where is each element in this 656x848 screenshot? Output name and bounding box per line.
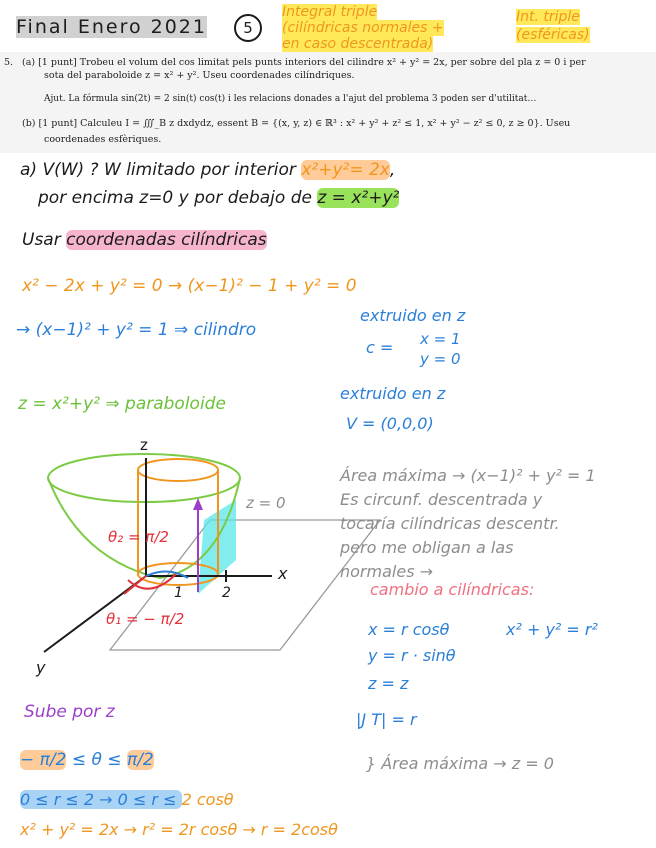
note-line5-y: y = 0: [420, 350, 461, 368]
hint-text: Ajut. La fórmula sin(2t) = 2 sin(t) cos(t) i les relacions donades a l'ajut del problema 3 poden ser d'utilitat…: [44, 94, 537, 104]
tag2-line2: (esféricas): [516, 27, 590, 43]
note-line5-x: x = 1: [420, 330, 461, 348]
fig-label-y: y: [36, 658, 46, 677]
theta1-label: θ₁ = − π/2: [106, 610, 185, 628]
part-b-line2: coordenades esfèriques.: [44, 134, 162, 145]
area-max-note: Área máxima → z = 0: [381, 754, 554, 773]
note-line6-extruded: extruido en z: [340, 384, 446, 403]
cylindrical-coords-highlight: coordenadas cilíndricas: [66, 230, 267, 250]
note-line3: Usar coordenadas cilíndricas: [22, 230, 267, 250]
tag1-line1: Integral triple: [282, 4, 378, 20]
fig-label-2: 2: [222, 585, 231, 601]
tag1-line2: (cilíndricas normales +: [282, 20, 444, 36]
part-a-line1: (a) [1 punt] Trobeu el volum del cos limitat pels punts interiors del cilindre x² + y² = 2x, per sobre del pla z = 0 i per: [22, 57, 586, 68]
paraboloid-rim: [48, 454, 240, 502]
last-line: x² + y² = 2x → r² = 2r cosθ → r = 2cosθ: [20, 820, 338, 839]
note-line6-vertex: V = (0,0,0): [346, 414, 434, 433]
note-line1: a) V(W) ? W limitado por interior x²+y²= 2x,: [20, 160, 396, 180]
exercise-number: 5: [243, 19, 253, 37]
theta-lower: − π/2: [20, 750, 67, 770]
theta-range: − π/2 ≤ θ ≤ π/2: [20, 750, 154, 770]
cyl-z: z = z: [368, 674, 409, 693]
fig-label-1: 1: [174, 585, 183, 601]
cyl-r2: x² + y² = r²: [506, 620, 598, 639]
note-line5: → (x−1)² + y² = 1 ⇒ cilindro: [16, 320, 257, 340]
cylinder-top: [138, 459, 218, 481]
r-upper-bound: 2 cosθ: [181, 790, 234, 809]
fig-label-plane: z = 0: [246, 494, 286, 512]
part-a-line2: sota del paraboloide z = x² + y². Useu coordenades cilíndriques.: [44, 70, 355, 81]
gray-note2: Es circunf. descentrada y: [340, 490, 543, 509]
note-line4: x² − 2x + y² = 0 → (x−1)² − 1 + y² = 0: [22, 276, 357, 296]
r-range: 0 ≤ r ≤ 2 → 0 ≤ r ≤ 2 cosθ: [20, 790, 234, 809]
exercise-num: 5.: [4, 57, 14, 68]
jacobian: |J T| = r: [356, 710, 417, 729]
pink-note: cambio a cilíndricas:: [370, 580, 535, 599]
theta-upper: π/2: [126, 750, 154, 770]
brace-note: } Área máxima → z = 0: [366, 754, 554, 773]
fig-label-z: z: [140, 436, 148, 454]
paraboloid-eq-highlight: z = x²+y²: [317, 188, 400, 208]
gray-note4: pero me obligan a las: [340, 538, 514, 557]
title-text: Final Enero 2021: [16, 16, 207, 38]
theta2-label: θ₂ = π/2: [108, 528, 169, 546]
gray-note5: normales →: [340, 562, 434, 581]
note-line2: por encima z=0 y por debajo de z = x²+y²: [38, 188, 400, 208]
cylinder-eq-highlight: x²+y²= 2x: [301, 160, 390, 180]
note-line6: z = x²+y² ⇒ paraboloide: [18, 394, 226, 414]
sube-por-z: Sube por z: [24, 702, 115, 722]
fig-label-x: x: [278, 564, 288, 583]
tag1-line3: en caso descentrada): [282, 36, 434, 52]
gray-note1: Área máxima → (x−1)² + y² = 1: [340, 466, 596, 485]
note-line5-c: c =: [366, 338, 394, 357]
tag2-line1: Int. triple: [516, 9, 580, 25]
note-line5-extruded: extruido en z: [360, 306, 466, 325]
gray-note3: tocaría cilíndricas descentr.: [340, 514, 560, 533]
cyl-y: y = r · sinθ: [368, 646, 456, 665]
cyl-x: x = r cosθ: [368, 620, 450, 639]
part-b-line1: (b) [1 punt] Calculeu I = ∭_B z dxdydz, essent B = {(x, y, z) ∈ ℝ³ : x² + y² + z² ≤ 1, x² + y² − z² ≤ 0, z ≥ 0}. Useu: [22, 118, 571, 129]
